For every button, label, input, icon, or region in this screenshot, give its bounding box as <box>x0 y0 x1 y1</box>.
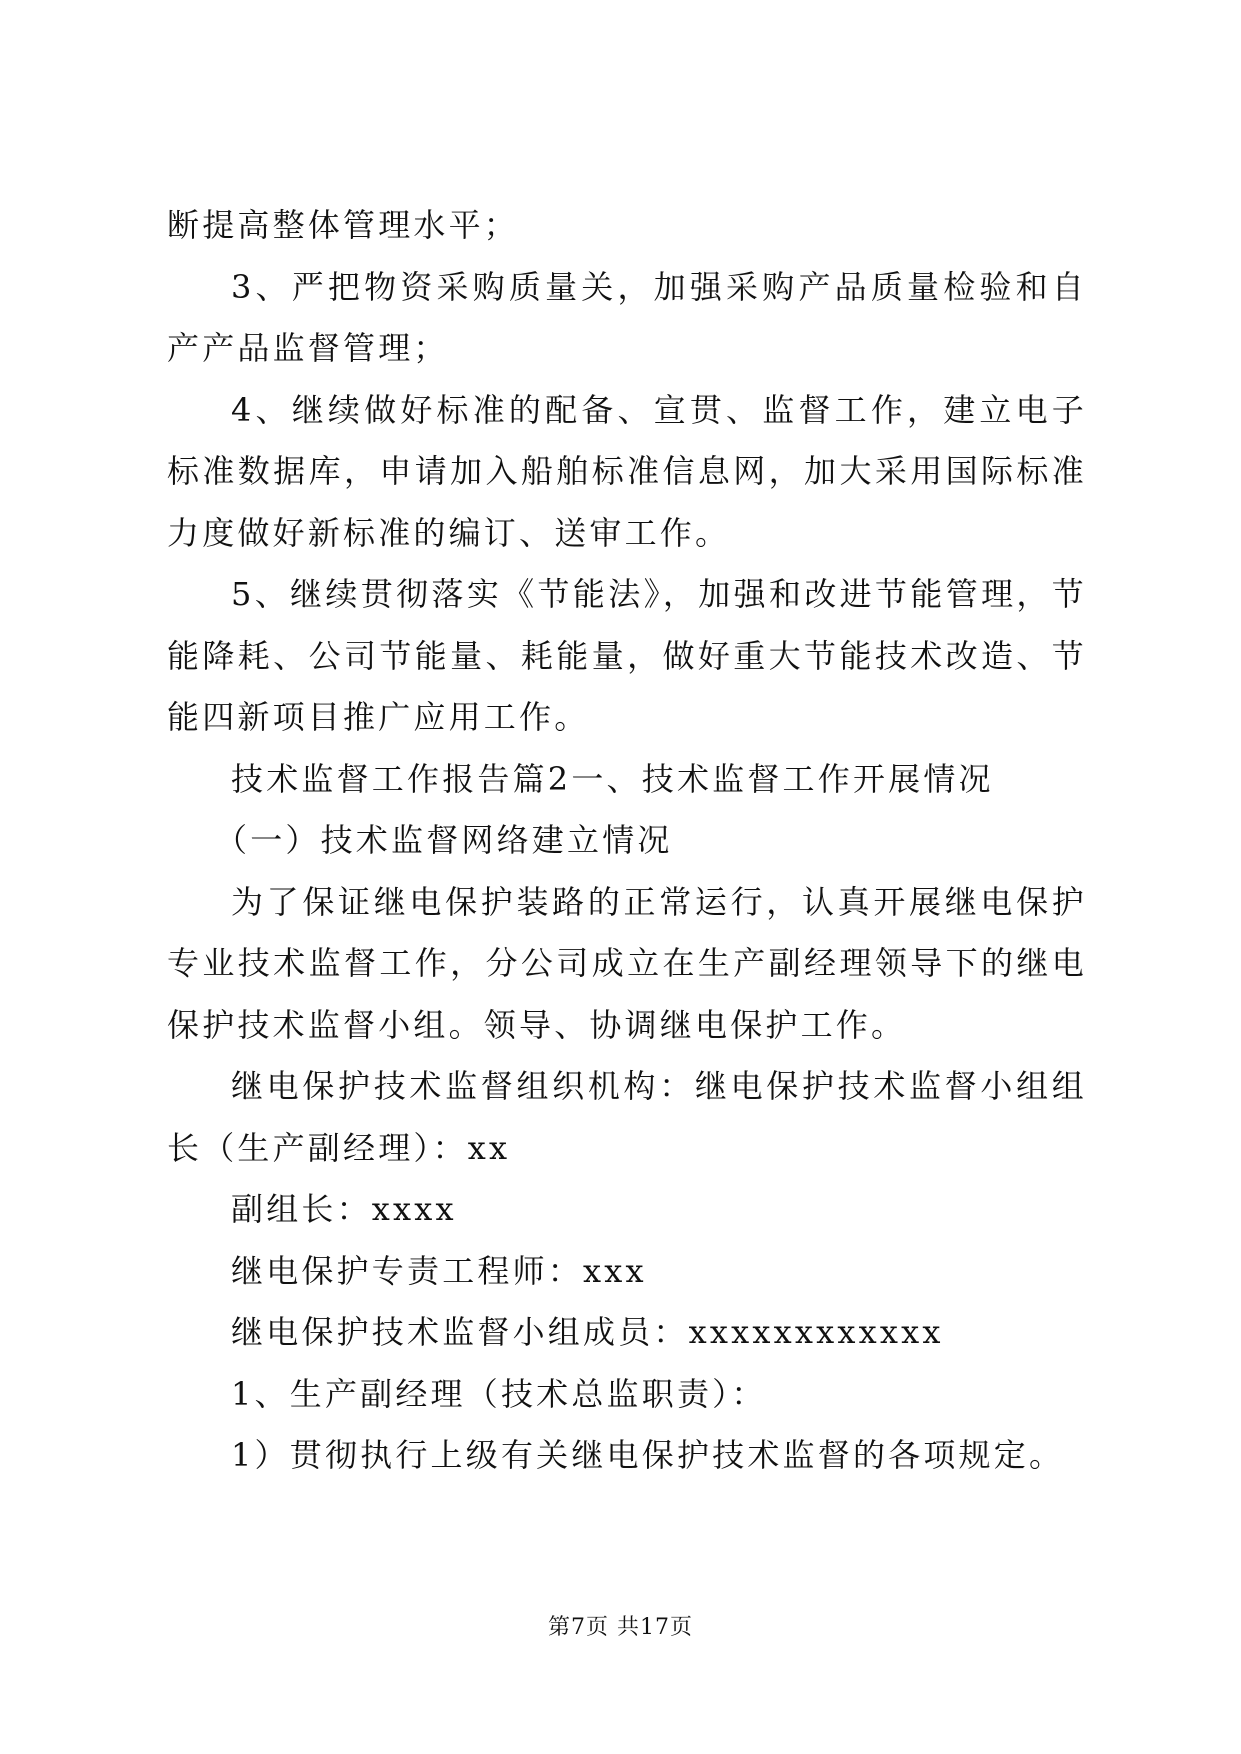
paragraph-item-3: 3、严把物资采购质量关，加强采购产品质量检验和自产产品监督管理； <box>167 267 1087 367</box>
paragraph-duty-1: 1）贯彻执行上级有关继电保护技术监督的各项规定。 <box>231 1436 1065 1474</box>
paragraph-item-4: 4、继续做好标准的配备、宣贯、监督工作，建立电子标准数据库，申请加入船舶标准信息网，加大采用国际标准力度做好新标准的编订、送审工作。 <box>167 390 1087 552</box>
paragraph-members: 继电保护技术监督小组成员：xxxxxxxxxxxx <box>231 1313 944 1351</box>
paragraph-deputy-leader: 副组长：xxxx <box>231 1190 457 1228</box>
page-number-footer: 第7页 共17页 <box>548 1615 693 1640</box>
section-heading: 技术监督工作报告篇2一、技术监督工作开展情况 <box>231 759 994 798</box>
paragraph-organization: 继电保护技术监督组织机构：继电保护技术监督小组组长（生产副经理）：xx <box>167 1067 1087 1167</box>
paragraph-duty-heading: 1、生产副经理（技术总监职责）： <box>231 1374 767 1413</box>
paragraph-item-5: 5、继续贯彻落实《节能法》，加强和改进节能管理，节能降耗、公司节能量、耗能量，做好重大节能技术改造、节能四新项目推广应用工作。 <box>167 575 1087 736</box>
subsection-heading: （一）技术监督网络建立情况 <box>215 821 673 859</box>
paragraph-continuation: 断提高整体管理水平； <box>167 206 520 244</box>
paragraph-purpose: 为了保证继电保护装路的正常运行，认真开展继电保护专业技术监督工作，分公司成立在生产副经理领导下的继电保护技术监督小组。领导、协调继电保护工作。 <box>167 882 1087 1044</box>
paragraph-engineer: 继电保护专责工程师：xxx <box>231 1251 647 1290</box>
document-body <box>167 195 1087 1487</box>
